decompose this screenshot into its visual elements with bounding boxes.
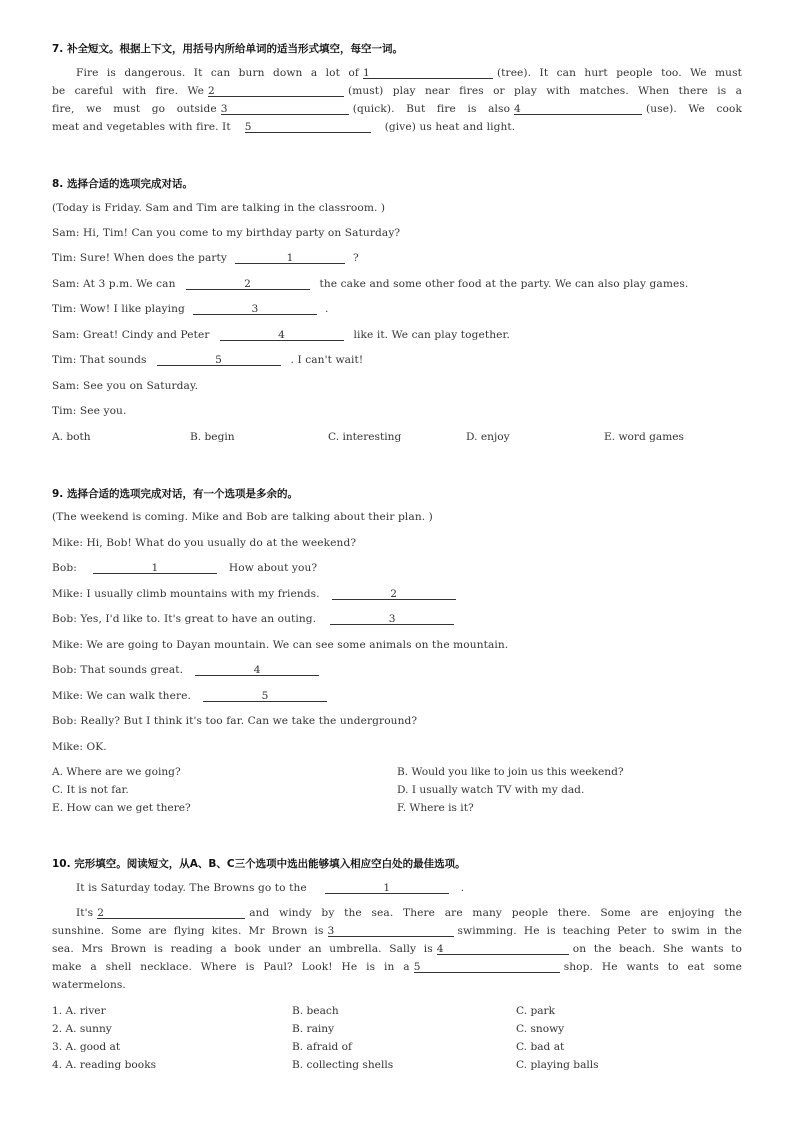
q7-line-3: fire, we must go outside 3 (quick). But fire is also 4 (use). We cook bbox=[52, 103, 742, 115]
q7-blank-1[interactable]: 1 bbox=[363, 68, 493, 79]
q8-blank-2[interactable]: 2 bbox=[186, 279, 310, 290]
q9-dialog-line-1: Mike: Hi, Bob! What do you usually do at the weekend? bbox=[52, 537, 357, 549]
q10-para-line-4: sea. Mrs Brown is reading a book under an umbrella. Sally is 4 on the beach. She wants to bbox=[52, 943, 742, 955]
q9-dialog-line-6: Bob: That sounds great. 4 bbox=[52, 664, 319, 676]
q9-dialog-line-2: Bob: 1 How about you? bbox=[52, 562, 318, 574]
q10-blank-1[interactable]: 1 bbox=[325, 883, 449, 894]
q7-line-1: Fire is dangerous. It can burn down a lot of 1 (tree). It can hurt people too. We must bbox=[76, 67, 742, 79]
q8-dialog-line-6: Tim: That sounds 5 . I can't wait! bbox=[52, 354, 364, 366]
q8-option-a: A. both bbox=[52, 431, 91, 443]
q8-blank-4[interactable]: 4 bbox=[220, 330, 344, 341]
q8-intro: (Today is Friday. Sam and Tim are talking in the classroom. ) bbox=[52, 202, 386, 214]
q9-dialog-line-3: Mike: I usually climb mountains with my friends. 2 bbox=[52, 588, 456, 600]
q10-para-line-3: sunshine. Some are flying kites. Mr Brown is 3 swimming. He is teaching Peter to swim in the bbox=[52, 925, 742, 937]
q9-dialog-line-4: Bob: Yes, I'd like to. It's great to have an outing. 3 bbox=[52, 613, 454, 625]
q10-choice-4a: 4. A. reading books bbox=[52, 1059, 157, 1071]
q8-blank-3[interactable]: 3 bbox=[193, 304, 317, 315]
q8-option-b: B. begin bbox=[190, 431, 235, 443]
q8-dialog-line-3: Sam: At 3 p.m. We can 2 the cake and some other food at the party. We can also play games. bbox=[52, 278, 689, 290]
q10-choice-3c: C. bad at bbox=[516, 1041, 565, 1053]
q7-blank-4[interactable]: 4 bbox=[514, 104, 642, 115]
q10-choice-1a: 1. A. river bbox=[52, 1005, 106, 1017]
q9-option-e: E. How can we get there? bbox=[52, 802, 191, 814]
q8-dialog-line-7: Sam: See you on Saturday. bbox=[52, 380, 199, 392]
q7-blank-2[interactable]: 2 bbox=[208, 86, 344, 97]
q8-title: 8. 选择合适的选项完成对话。 bbox=[52, 178, 193, 190]
q10-blank-5[interactable]: 5 bbox=[414, 962, 560, 973]
q8-option-d: D. enjoy bbox=[466, 431, 510, 443]
q10-choice-1c: C. park bbox=[516, 1005, 556, 1017]
q8-dialog-line-2: Tim: Sure! When does the party 1 ? bbox=[52, 252, 359, 264]
q8-dialog-line-8: Tim: See you. bbox=[52, 405, 127, 417]
q7-title: 7. 补全短文。根据上下文，用括号内所给单词的适当形式填空，每空一词。 bbox=[52, 43, 403, 55]
q8-blank-1[interactable]: 1 bbox=[235, 253, 345, 264]
q8-option-c: C. interesting bbox=[328, 431, 402, 443]
q9-dialog-line-7: Mike: We can walk there. 5 bbox=[52, 690, 327, 702]
q9-option-a: A. Where are we going? bbox=[52, 766, 181, 778]
q10-para-line-1: It is Saturday today. The Browns go to the 1 . bbox=[76, 882, 465, 894]
q8-option-e: E. word games bbox=[604, 431, 684, 443]
q9-option-b: B. Would you like to join us this weekend? bbox=[397, 766, 624, 778]
q8-dialog-line-1: Sam: Hi, Tim! Can you come to my birthday party on Saturday? bbox=[52, 227, 401, 239]
q7-line-2: be careful with fire. We 2 (must) play near fires or play with matches. When there is a bbox=[52, 85, 742, 97]
q10-choice-1b: B. beach bbox=[292, 1005, 339, 1017]
q10-para-line-5: make a shell necklace. Where is Paul? Look! He is in a 5 shop. He wants to eat some bbox=[52, 961, 743, 973]
q9-blank-1[interactable]: 1 bbox=[93, 563, 217, 574]
q10-para-line-2: It's 2 and windy by the sea. There are many people there. Some are enjoying the bbox=[76, 907, 742, 919]
q10-title: 10. 完形填空。阅读短文，从A、B、C三个选项中选出能够填入相应空白处的最佳选项。 bbox=[52, 858, 466, 870]
q8-blank-5[interactable]: 5 bbox=[157, 355, 281, 366]
q9-title: 9. 选择合适的选项完成对话，有一个选项是多余的。 bbox=[52, 488, 298, 500]
q9-dialog-line-5: Mike: We are going to Dayan mountain. We can see some animals on the mountain. bbox=[52, 639, 509, 651]
q9-dialog-line-9: Mike: OK. bbox=[52, 741, 107, 753]
q7-blank-5[interactable]: 5 bbox=[245, 122, 371, 133]
q10-para-line-6: watermelons. bbox=[52, 979, 126, 991]
q10-choice-2b: B. rainy bbox=[292, 1023, 335, 1035]
q10-choice-2a: 2. A. sunny bbox=[52, 1023, 112, 1035]
q8-dialog-line-5: Sam: Great! Cindy and Peter 4 like it. We can play together. bbox=[52, 329, 510, 341]
q9-intro: (The weekend is coming. Mike and Bob are talking about their plan. ) bbox=[52, 511, 433, 523]
q10-choice-3a: 3. A. good at bbox=[52, 1041, 121, 1053]
q9-option-d: D. I usually watch TV with my dad. bbox=[397, 784, 585, 796]
q10-choice-2c: C. snowy bbox=[516, 1023, 565, 1035]
q10-blank-4[interactable]: 4 bbox=[437, 944, 569, 955]
q9-option-f: F. Where is it? bbox=[397, 802, 474, 814]
q8-dialog-line-4: Tim: Wow! I like playing 3 . bbox=[52, 303, 329, 315]
q9-dialog-line-8: Bob: Really? But I think it's too far. Can we take the underground? bbox=[52, 715, 418, 727]
q7-line-4: meat and vegetables with fire. It 5 (give) us heat and light. bbox=[52, 121, 516, 133]
q7-blank-3[interactable]: 3 bbox=[221, 104, 349, 115]
q10-choice-4b: B. collecting shells bbox=[292, 1059, 394, 1071]
q9-option-c: C. It is not far. bbox=[52, 784, 129, 796]
q10-blank-2[interactable]: 2 bbox=[97, 908, 245, 919]
q9-blank-4[interactable]: 4 bbox=[195, 665, 319, 676]
q10-blank-3[interactable]: 3 bbox=[328, 926, 454, 937]
q9-blank-3[interactable]: 3 bbox=[330, 614, 454, 625]
q10-choice-4c: C. playing balls bbox=[516, 1059, 599, 1071]
q9-blank-5[interactable]: 5 bbox=[203, 691, 327, 702]
q9-blank-2[interactable]: 2 bbox=[332, 589, 456, 600]
q10-choice-3b: B. afraid of bbox=[292, 1041, 352, 1053]
